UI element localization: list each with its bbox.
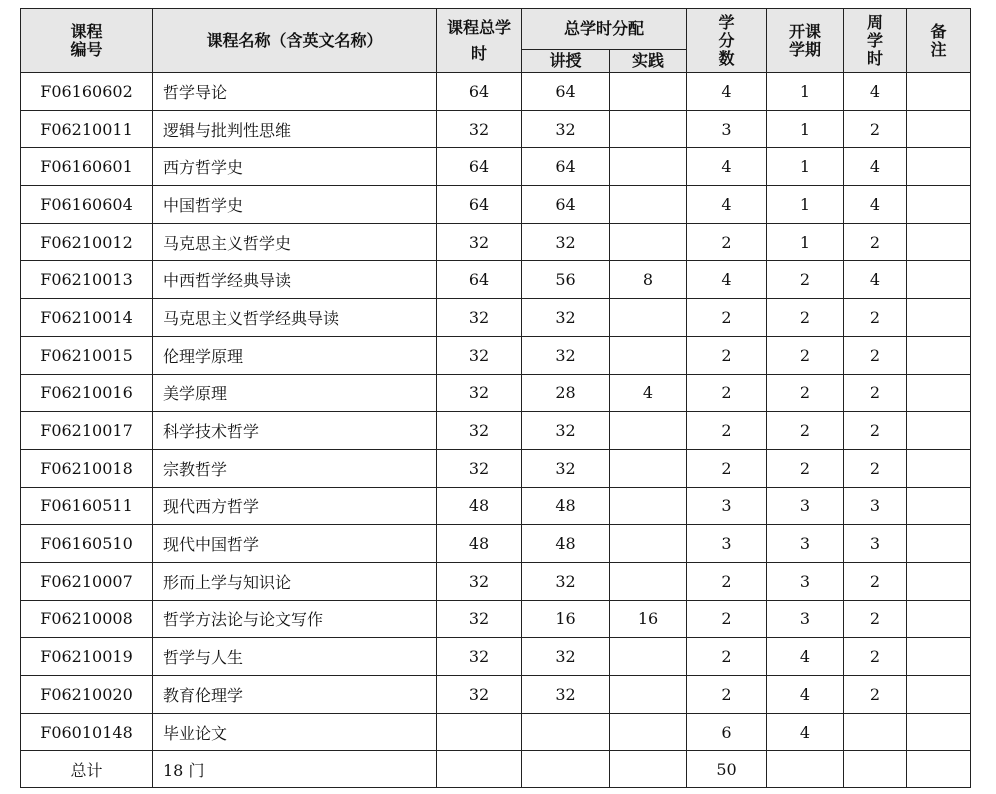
cell-lecture-hours: 64 — [522, 73, 610, 111]
header-course-code — [21, 9, 153, 73]
cell-lecture-hours — [522, 713, 610, 751]
cell-lecture-hours: 64 — [522, 186, 610, 224]
cell-semester: 1 — [767, 186, 844, 224]
cell-course-code: F06210014 — [21, 299, 153, 337]
cell-total-hours: 32 — [437, 336, 522, 374]
cell-course-code: F06210020 — [21, 676, 153, 714]
cell-remark — [907, 638, 971, 676]
cell-course-code: F06210016 — [21, 374, 153, 412]
cell-remark — [907, 261, 971, 299]
cell-semester: 2 — [767, 374, 844, 412]
cell-practice-hours: 16 — [610, 600, 687, 638]
cell-course-code: F06160510 — [21, 525, 153, 563]
cell-remark — [907, 449, 971, 487]
cell-total-hours: 32 — [437, 299, 522, 337]
cell-weekly-hours: 2 — [844, 562, 907, 600]
cell-weekly-hours: 3 — [844, 487, 907, 525]
cell-remark — [907, 713, 971, 751]
table-row — [21, 261, 971, 299]
cell-semester: 1 — [767, 73, 844, 111]
header-lecture — [522, 50, 610, 73]
total-weekly-empty — [844, 751, 907, 788]
cell-practice-hours: 8 — [610, 261, 687, 299]
cell-remark — [907, 148, 971, 186]
cell-lecture-hours: 16 — [522, 600, 610, 638]
cell-course-code: F06210017 — [21, 412, 153, 450]
cell-course-name: 西方哲学史 — [153, 148, 437, 186]
cell-weekly-hours: 2 — [844, 676, 907, 714]
cell-total-hours: 48 — [437, 487, 522, 525]
cell-credits: 2 — [687, 336, 767, 374]
cell-total-hours: 32 — [437, 562, 522, 600]
cell-weekly-hours: 2 — [844, 449, 907, 487]
cell-credits: 2 — [687, 562, 767, 600]
header-credits — [687, 9, 767, 73]
cell-practice-hours — [610, 412, 687, 450]
cell-credits: 2 — [687, 299, 767, 337]
cell-weekly-hours: 2 — [844, 638, 907, 676]
cell-lecture-hours: 64 — [522, 148, 610, 186]
cell-practice-hours — [610, 110, 687, 148]
cell-course-name: 哲学导论 — [153, 73, 437, 111]
header-total-hours — [437, 9, 522, 73]
cell-practice-hours — [610, 525, 687, 563]
cell-remark — [907, 600, 971, 638]
cell-total-hours — [437, 713, 522, 751]
total-practice-empty — [610, 751, 687, 788]
table-row — [21, 525, 971, 563]
cell-credits: 3 — [687, 110, 767, 148]
total-hours-empty — [437, 751, 522, 788]
cell-credits: 4 — [687, 73, 767, 111]
header-practice — [610, 50, 687, 73]
cell-semester: 2 — [767, 412, 844, 450]
cell-course-code: F06210011 — [21, 110, 153, 148]
cell-weekly-hours: 4 — [844, 148, 907, 186]
header-remarks-label: 备 注 — [930, 21, 947, 59]
cell-semester: 1 — [767, 110, 844, 148]
header-semester — [767, 9, 844, 73]
cell-course-code: F06210015 — [21, 336, 153, 374]
cell-remark — [907, 525, 971, 563]
cell-semester: 1 — [767, 223, 844, 261]
cell-remark — [907, 562, 971, 600]
cell-credits: 2 — [687, 412, 767, 450]
cell-lecture-hours: 32 — [522, 223, 610, 261]
cell-lecture-hours: 32 — [522, 336, 610, 374]
cell-practice-hours — [610, 299, 687, 337]
cell-credits: 4 — [687, 148, 767, 186]
cell-total-hours: 64 — [437, 148, 522, 186]
cell-practice-hours — [610, 449, 687, 487]
cell-lecture-hours: 32 — [522, 562, 610, 600]
cell-lecture-hours: 48 — [522, 525, 610, 563]
cell-semester: 4 — [767, 676, 844, 714]
cell-credits: 3 — [687, 487, 767, 525]
cell-remark — [907, 73, 971, 111]
cell-practice-hours — [610, 148, 687, 186]
cell-course-name: 科学技术哲学 — [153, 412, 437, 450]
cell-course-code: F06160602 — [21, 73, 153, 111]
total-label: 总计 — [21, 751, 153, 788]
cell-practice-hours — [610, 73, 687, 111]
cell-remark — [907, 186, 971, 224]
cell-remark — [907, 110, 971, 148]
cell-course-code: F06160604 — [21, 186, 153, 224]
cell-credits: 3 — [687, 525, 767, 563]
header-hour-distribution-label: 总学时分配 — [564, 19, 645, 38]
cell-total-hours: 32 — [437, 600, 522, 638]
cell-weekly-hours: 4 — [844, 261, 907, 299]
cell-course-name: 伦理学原理 — [153, 336, 437, 374]
table-header — [21, 9, 971, 73]
cell-weekly-hours — [844, 713, 907, 751]
cell-practice-hours: 4 — [610, 374, 687, 412]
cell-weekly-hours: 2 — [844, 299, 907, 337]
header-weekly-hours — [844, 9, 907, 73]
cell-semester: 1 — [767, 148, 844, 186]
cell-course-name: 马克思主义哲学经典导读 — [153, 299, 437, 337]
cell-semester: 3 — [767, 525, 844, 563]
course-table-container — [20, 8, 971, 788]
cell-total-hours: 32 — [437, 412, 522, 450]
cell-course-name: 毕业论文 — [153, 713, 437, 751]
cell-remark — [907, 487, 971, 525]
cell-course-name: 现代西方哲学 — [153, 487, 437, 525]
cell-practice-hours — [610, 676, 687, 714]
cell-credits: 2 — [687, 638, 767, 676]
cell-practice-hours — [610, 713, 687, 751]
cell-course-name: 中西哲学经典导读 — [153, 261, 437, 299]
cell-credits: 2 — [687, 223, 767, 261]
cell-course-name: 形而上学与知识论 — [153, 562, 437, 600]
cell-course-name: 马克思主义哲学史 — [153, 223, 437, 261]
header-course-name — [153, 9, 437, 73]
cell-total-hours: 48 — [437, 525, 522, 563]
cell-course-code: F06210013 — [21, 261, 153, 299]
cell-lecture-hours: 32 — [522, 299, 610, 337]
cell-weekly-hours: 2 — [844, 110, 907, 148]
header-semester-label: 开课 学期 — [789, 21, 822, 59]
header-hour-distribution — [522, 9, 687, 50]
cell-course-name: 现代中国哲学 — [153, 525, 437, 563]
cell-semester: 4 — [767, 638, 844, 676]
cell-semester: 4 — [767, 713, 844, 751]
cell-course-code: F06210008 — [21, 600, 153, 638]
cell-weekly-hours: 3 — [844, 525, 907, 563]
cell-total-hours: 32 — [437, 638, 522, 676]
cell-credits: 4 — [687, 261, 767, 299]
table-row — [21, 600, 971, 638]
table-row — [21, 223, 971, 261]
header-course-code-label: 课程 编号 — [70, 21, 103, 59]
cell-course-code: F06210007 — [21, 562, 153, 600]
table-row — [21, 73, 971, 111]
table-row — [21, 449, 971, 487]
table-row — [21, 336, 971, 374]
cell-practice-hours — [610, 562, 687, 600]
cell-semester: 2 — [767, 261, 844, 299]
cell-lecture-hours: 32 — [522, 110, 610, 148]
cell-weekly-hours: 4 — [844, 186, 907, 224]
cell-total-hours: 32 — [437, 110, 522, 148]
cell-credits: 2 — [687, 374, 767, 412]
cell-credits: 6 — [687, 713, 767, 751]
cell-lecture-hours: 32 — [522, 638, 610, 676]
cell-practice-hours — [610, 638, 687, 676]
cell-course-code: F06160511 — [21, 487, 153, 525]
table-row — [21, 148, 971, 186]
cell-weekly-hours: 2 — [844, 336, 907, 374]
cell-total-hours: 32 — [437, 223, 522, 261]
header-lecture-label: 讲授 — [549, 51, 582, 70]
cell-credits: 4 — [687, 186, 767, 224]
total-credits: 50 — [687, 751, 767, 788]
cell-course-code: F06210012 — [21, 223, 153, 261]
cell-remark — [907, 374, 971, 412]
table-row — [21, 299, 971, 337]
header-credits-label: 学 分 数 — [718, 12, 735, 68]
header-weekly-hours-label: 周 学 时 — [867, 12, 884, 68]
cell-weekly-hours: 2 — [844, 374, 907, 412]
cell-semester: 2 — [767, 449, 844, 487]
table-row — [21, 713, 971, 751]
table-row — [21, 110, 971, 148]
cell-remark — [907, 412, 971, 450]
cell-remark — [907, 223, 971, 261]
cell-weekly-hours: 2 — [844, 223, 907, 261]
cell-practice-hours — [610, 336, 687, 374]
cell-total-hours: 64 — [437, 186, 522, 224]
cell-practice-hours — [610, 487, 687, 525]
header-remarks — [907, 9, 971, 73]
cell-lecture-hours: 32 — [522, 676, 610, 714]
cell-semester: 2 — [767, 336, 844, 374]
cell-total-hours: 32 — [437, 374, 522, 412]
cell-remark — [907, 336, 971, 374]
table-row — [21, 638, 971, 676]
cell-lecture-hours: 32 — [522, 412, 610, 450]
cell-semester: 3 — [767, 600, 844, 638]
total-course-count: 18 门 — [153, 751, 437, 788]
cell-lecture-hours: 48 — [522, 487, 610, 525]
cell-weekly-hours: 2 — [844, 412, 907, 450]
cell-semester: 3 — [767, 487, 844, 525]
cell-semester: 2 — [767, 299, 844, 337]
table-row — [21, 676, 971, 714]
cell-total-hours: 64 — [437, 73, 522, 111]
cell-lecture-hours: 56 — [522, 261, 610, 299]
cell-lecture-hours: 32 — [522, 449, 610, 487]
cell-remark — [907, 299, 971, 337]
cell-credits: 2 — [687, 449, 767, 487]
table-row — [21, 412, 971, 450]
cell-course-name: 哲学与人生 — [153, 638, 437, 676]
cell-semester: 3 — [767, 562, 844, 600]
table-row — [21, 562, 971, 600]
cell-course-name: 哲学方法论与论文写作 — [153, 600, 437, 638]
cell-credits: 2 — [687, 600, 767, 638]
cell-course-name: 宗教哲学 — [153, 449, 437, 487]
cell-course-name: 美学原理 — [153, 374, 437, 412]
table-row — [21, 186, 971, 224]
cell-course-code: F06160601 — [21, 148, 153, 186]
table-row — [21, 487, 971, 525]
cell-course-name: 逻辑与批判性思维 — [153, 110, 437, 148]
cell-course-code: F06210019 — [21, 638, 153, 676]
cell-course-name: 教育伦理学 — [153, 676, 437, 714]
cell-practice-hours — [610, 186, 687, 224]
course-table — [20, 8, 971, 788]
cell-total-hours: 64 — [437, 261, 522, 299]
cell-practice-hours — [610, 223, 687, 261]
table-body — [21, 73, 971, 788]
header-total-hours-label: 课程总学 时 — [446, 17, 511, 63]
cell-course-name: 中国哲学史 — [153, 186, 437, 224]
header-practice-label: 实践 — [632, 51, 665, 70]
table-row — [21, 374, 971, 412]
total-lecture-empty — [522, 751, 610, 788]
total-remark-empty — [907, 751, 971, 788]
cell-weekly-hours: 4 — [844, 73, 907, 111]
total-semester-empty — [767, 751, 844, 788]
cell-weekly-hours: 2 — [844, 600, 907, 638]
cell-course-code: F06210018 — [21, 449, 153, 487]
cell-lecture-hours: 28 — [522, 374, 610, 412]
cell-credits: 2 — [687, 676, 767, 714]
header-course-name-label: 课程名称（含英文名称） — [206, 30, 383, 50]
cell-course-code: F06010148 — [21, 713, 153, 751]
cell-remark — [907, 676, 971, 714]
total-row — [21, 751, 971, 788]
cell-total-hours: 32 — [437, 676, 522, 714]
cell-total-hours: 32 — [437, 449, 522, 487]
